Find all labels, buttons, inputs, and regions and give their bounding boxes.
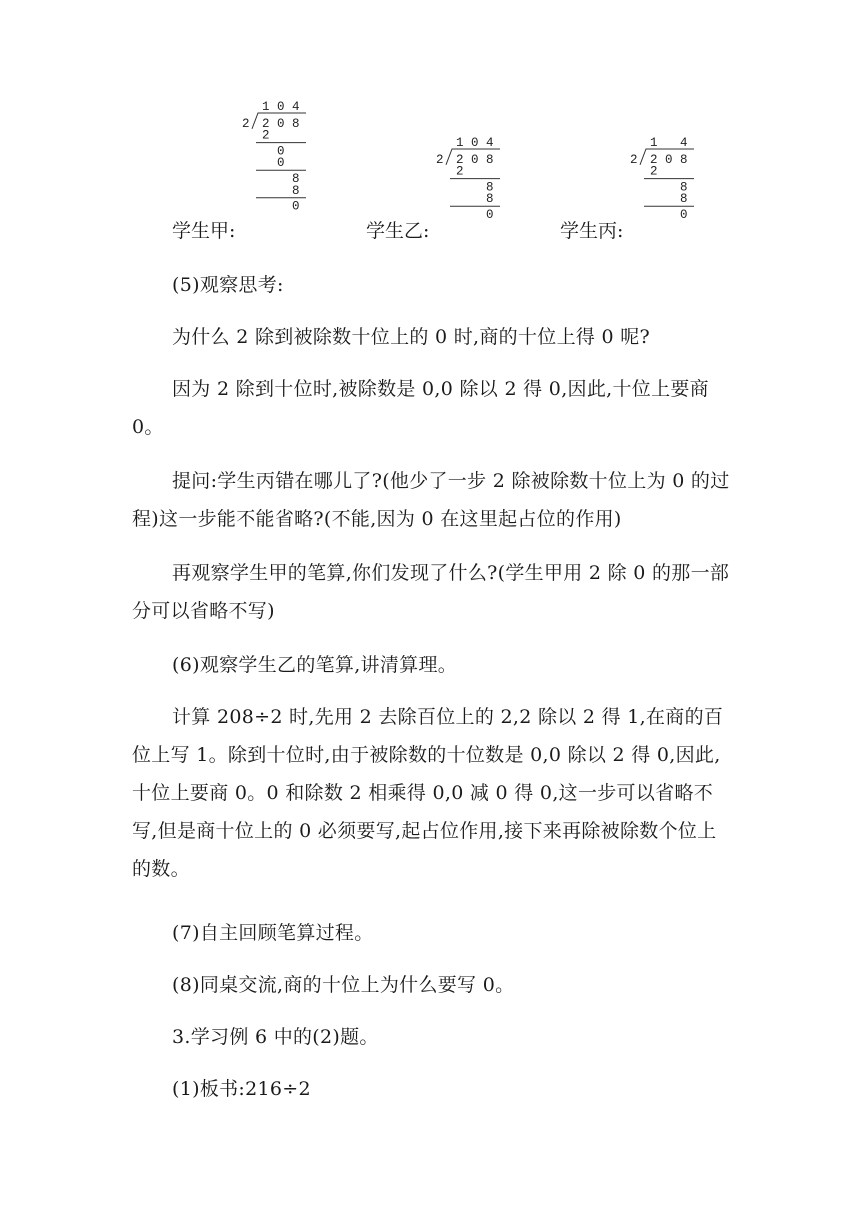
quotient-digit: 4: [486, 136, 494, 150]
paragraph: 为什么 2 除到被除数十位上的 0 时,商的十位上得 0 呢?: [172, 326, 651, 348]
step-digit: 8: [486, 192, 494, 207]
step-digit: 2: [262, 128, 270, 143]
step-digit: 0: [680, 208, 688, 222]
paragraph: 再观察学生甲的笔算,你们发现了什么?(学生甲用 2 除 0 的那一部分可以省略不写): [132, 562, 730, 622]
long-division-figure: [432, 134, 512, 244]
paragraph: 提问:学生丙错在哪儿了?(他少了一步 2 除被除数十位上为 0 的过程)这一步能不能省略?(不能,因为 0 在这里起占位的作用): [132, 470, 730, 530]
paragraph: (1)板书:216÷2: [172, 1078, 311, 1100]
step-digit: 8: [680, 180, 688, 195]
quotient-digit: 4: [680, 136, 688, 150]
dividend-digit: 0: [471, 152, 479, 167]
divisor-digit: 2: [242, 116, 250, 131]
quotient-digit: 0: [471, 136, 479, 150]
dividend-digit: 0: [277, 116, 285, 131]
paragraph: (6)观察学生乙的笔算,讲清算理。: [172, 654, 458, 676]
quotient-digit: 1: [650, 136, 658, 150]
paragraph: 因为 2 除到十位时,被除数是 0,0 除以 2 得 0,因此,十位上要商 0。: [132, 378, 709, 438]
dividend-digit: 2: [262, 116, 270, 131]
long-division-figure: [238, 98, 318, 238]
divisor-digit: 2: [630, 152, 638, 167]
step-digit: 2: [650, 164, 658, 179]
paragraph: 3.学习例 6 中的(2)题。: [172, 1026, 379, 1048]
quotient-digit: 1: [262, 100, 270, 114]
quotient-digit: 4: [292, 100, 300, 114]
paragraph: 计算 208÷2 时,先用 2 去除百位上的 2,2 除以 2 得 1,在商的百位上写 1。除到十位时,由于被除数的十位数是 0,0 除以 2 得 0,因此,十位上要商 0。0 和除数 2 相乘得 0,0 减 0 得 0,这一步可以省略不写,但是商十位上的 0 必须要写,起占位作用,接下来再除被除数个位上的数。: [132, 706, 724, 880]
dividend-digit: 8: [680, 152, 688, 167]
step-digit: 8: [486, 180, 494, 195]
student-label: 学生乙:: [366, 220, 430, 242]
dividend-digit: 8: [292, 116, 300, 131]
step-digit: 0: [486, 208, 494, 222]
quotient-digit: 0: [277, 100, 285, 114]
step-digit: 0: [277, 144, 285, 159]
dividend-digit: 2: [650, 152, 658, 167]
student-label: 学生丙:: [560, 220, 624, 242]
step-digit: 8: [292, 172, 300, 186]
divisor-digit: 2: [436, 152, 444, 167]
paragraph: (7)自主回顾笔算过程。: [172, 922, 374, 944]
step-digit: 2: [456, 164, 464, 179]
dividend-digit: 8: [486, 152, 494, 167]
long-division-figure: [626, 134, 706, 244]
quotient-digit: 1: [456, 136, 464, 150]
step-digit: 8: [680, 192, 688, 207]
step-digit: 8: [292, 183, 300, 198]
dividend-digit: 0: [665, 152, 673, 167]
step-digit: 0: [292, 199, 300, 214]
paragraph: (5)观察思考:: [172, 274, 284, 296]
step-digit: 0: [277, 156, 285, 171]
dividend-digit: 2: [456, 152, 464, 167]
paragraph: (8)同桌交流,商的十位上为什么要写 0。: [172, 974, 515, 996]
student-label: 学生甲:: [172, 220, 236, 242]
